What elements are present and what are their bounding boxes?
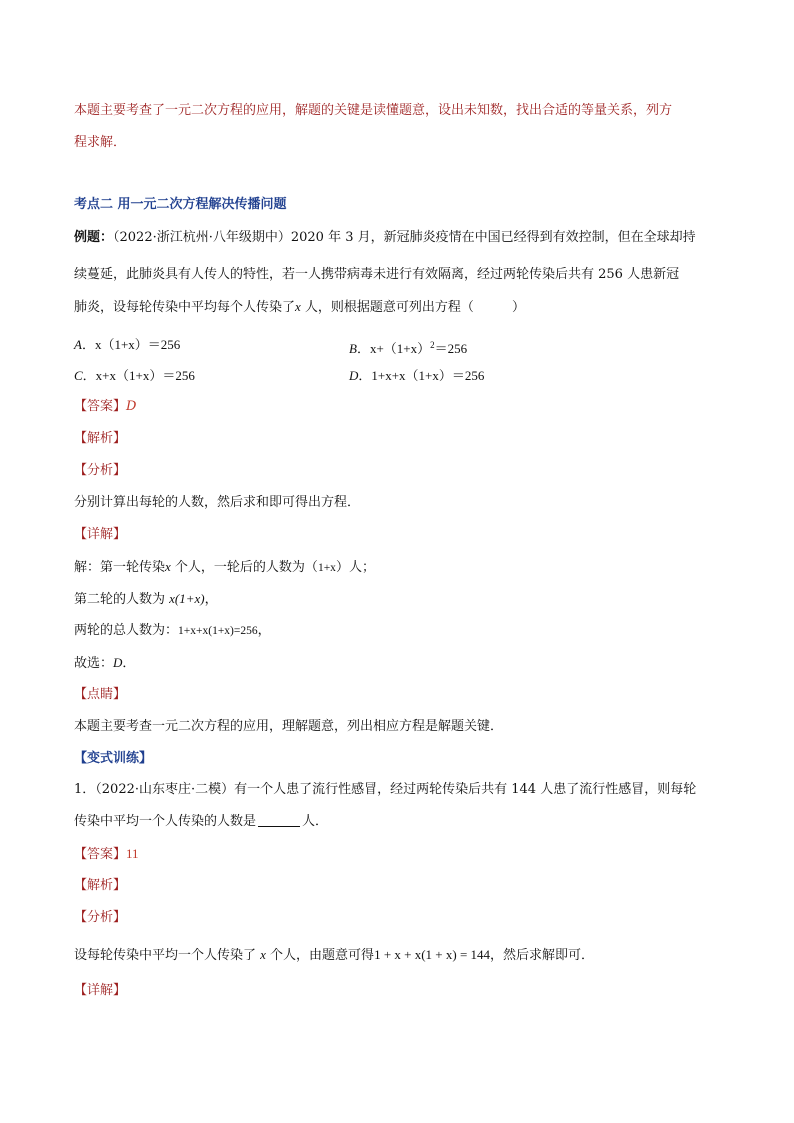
practice-fenxi-text: 设每轮传染中平均一个人传染了 x 个人，由题意可得1 + x + x(1 + x) = 144，然后求解即可． [74,947,595,963]
example-text-1: （2022·浙江杭州·八年级期中）2020 年 3 月，新冠肺炎疫情在中国已经得到有效控制，但在全球却持 [113,230,696,245]
example-answer: 【答案】D [74,399,137,414]
example-line-3: 肺炎，设每轮传染中平均每个人传染了x 人，则根据题意可列出方程（ ） [74,299,525,315]
section-title: 考点二 用一元二次方程解决传播问题 [74,197,287,212]
example-line-2: 续蔓延，此肺炎具有人传人的特性，若一人携带病毒未进行有效隔离，经过两轮传染后共有 256 人患新冠 [74,267,680,282]
option-b: B．$x+(1+x)^2=256$ [349,340,468,356]
example-line-1 [74,229,696,247]
option-d: D．1+x+x（1+x）＝256 [349,368,485,383]
practice-fenxi-label: 【分析】 [74,910,127,925]
example-comment-text: 本题主要考查一元二次方程的应用，理解题意，列出相应方程是解题关键． [74,719,504,734]
example-fenxi-label: 【分析】 [74,463,127,478]
equation: 1 + x + x(1 + x) = 144 [374,947,491,962]
detail-line-4: 故选：D． [74,655,136,671]
practice-answer: 【答案】11 [74,846,139,862]
detail-line-2: 第二轮的人数为 x(1+x)， [74,591,218,607]
practice-detail-label: 【详解】 [74,983,127,998]
practice-label: 【变式训练】 [74,751,153,766]
practice-q1-line-2: 传染中平均一个人传染的人数是 人． [74,814,329,829]
summary-line-1: 本题主要考查了一元二次方程的应用，解题的关键是读懂题意，设出未知数，找出合适的等量关系，列方 [74,103,673,118]
summary-line-2: 程求解． [74,135,127,150]
option-a: A．x（1+x）＝256 [74,337,181,352]
fill-blank [258,813,300,827]
detail-line-3: 两轮的总人数为：1+x+x(1+x)=256， [74,623,271,638]
variable-x: x [295,299,301,314]
example-detail-label: 【详解】 [74,527,127,542]
example-analysis-label: 【解析】 [74,431,127,446]
practice-q1-line-1: 1．（2022·山东枣庄·二模）有一个人患了流行性感冒，经过两轮传染后共有 144 人患了流行性感冒，则每轮 [74,782,697,797]
example-fenxi-text: 分别计算出每轮的人数，然后求和即可得出方程． [74,495,361,510]
example-comment-label: 【点睛】 [74,687,127,702]
detail-line-1: 解：第一轮传染x 个人，一轮后的人数为（1+x）人； [74,559,375,575]
option-c: C．x+x（1+x）＝256 [74,368,195,383]
example-label: 例题： [74,230,114,245]
practice-analysis-label: 【解析】 [74,878,127,893]
